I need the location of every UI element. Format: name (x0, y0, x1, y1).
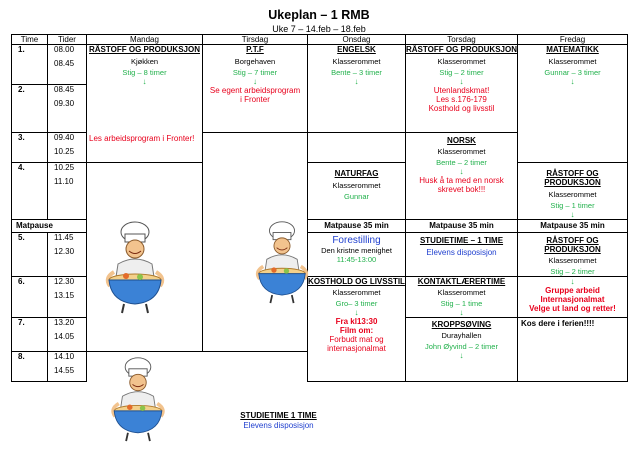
tue-b-subject: STUDIETIME 1 TIME (240, 411, 317, 420)
wed-d-note: Film om: (339, 326, 374, 335)
period-time: 11.45 12.30 (48, 233, 87, 277)
fri-c-note: Gruppe arbeid (545, 286, 600, 295)
thu-a-note: Kosthold og livsstil (428, 104, 495, 113)
thu-e-room: Durayhallen (441, 331, 482, 340)
schedule-table (11, 34, 628, 382)
wed-d-teacher: Gro– 3 timer (335, 299, 378, 308)
period-time: 08.00 08.45 (48, 45, 87, 85)
tue-block-a (203, 45, 308, 133)
fri-block-c-top (518, 233, 628, 277)
period-time: 14.10 14.55 (48, 352, 87, 382)
thu-a-teacher: Stig – 2 timer (439, 68, 484, 77)
wed-block-c (308, 233, 406, 277)
period-time: 12.30 13.15 (48, 277, 87, 318)
fri-block-c-bottom (518, 277, 628, 318)
fri-c-note: Internasjonalmat (540, 295, 605, 304)
wed-d-room: Klasserommet (332, 288, 381, 297)
wed-block-d (308, 277, 406, 382)
fri-a-room: Klasserommet (548, 57, 597, 66)
period-number: 8. (12, 352, 48, 382)
mon-a-teacher: Stig – 8 timer (122, 68, 167, 77)
period-time: 10.25 11.10 (48, 163, 87, 220)
chef-illustration (247, 220, 317, 304)
arrow-down-icon: ↓ (570, 77, 575, 86)
fri-b-subject: RÅSTOFF OG PRODUKSJON (544, 169, 601, 187)
chef-illustration (102, 356, 174, 442)
period-number: 2. (12, 85, 48, 133)
arrow-down-icon: ↓ (142, 77, 147, 86)
arrow-down-icon: ↓ (354, 77, 359, 86)
arrow-down-icon: ↓ (459, 167, 464, 176)
thu-d-room: Klasserommet (437, 288, 486, 297)
fri-c-room: Klasserommet (548, 256, 597, 265)
tue-a-note: Se egent arbeidsprogram (209, 86, 301, 95)
thu-a-subject: RÅSTOFF OG PRODUKSJON (406, 45, 517, 54)
thu-block-a (406, 45, 518, 133)
wed-c-subject: Forestilling (332, 235, 381, 246)
period-time: 09.40 10.25 (48, 133, 87, 163)
arrow-down-icon: ↓ (459, 351, 464, 360)
mon-a-subject: RÅSTOFF OG PRODUKSJON (89, 45, 200, 54)
page-title: Ukeplan – 1 RMB (268, 8, 370, 22)
arrow-down-icon: ↓ (570, 210, 575, 219)
header-torsdag: Torsdag (406, 35, 518, 45)
pause-wed: Matpause 35 min (308, 220, 406, 233)
fri-block-a (518, 45, 628, 163)
wed-a-teacher: Bente – 3 timer (331, 68, 382, 77)
fri-c-subject: RÅSTOFF OG PRODUKSJON (544, 236, 601, 254)
wed-d-note: Forbudt mat og (329, 335, 384, 344)
pause-thu: Matpause 35 min (406, 220, 518, 233)
thu-a-room: Klasserommet (437, 57, 486, 66)
period-number: 3. (12, 133, 48, 163)
wed-d-subject: KOSTHOLD OG LIVSSTIL (308, 277, 405, 286)
arrow-down-icon: ↓ (253, 77, 257, 86)
thu-d-subject: KONTAKTLÆRERTIME (417, 277, 506, 286)
header-onsdag: Onsdag (308, 35, 406, 45)
thu-b-room: Klasserommet (437, 147, 486, 156)
thu-b-subject: NORSK (447, 136, 476, 145)
wed-empty (308, 133, 406, 163)
header-tirsdag: Tirsdag (203, 35, 308, 45)
tue-b-note: Elevens disposisjon (243, 421, 314, 430)
thu-block-e (406, 318, 518, 382)
tue-a-room: Borgehaven (234, 57, 276, 66)
tue-block-b (226, 411, 331, 431)
wed-b-teacher: Gunnar (343, 192, 370, 201)
header-row (12, 35, 628, 45)
fri-a-subject: MATEMATIKK (546, 45, 599, 54)
period-number: 5. (12, 233, 48, 277)
header-tider: Tider (48, 35, 87, 45)
page-subtitle: Uke 7 – 14.feb – 18.feb (272, 24, 366, 34)
wed-a-subject: ENGELSK (337, 45, 376, 54)
pause-label: Matpause (12, 220, 87, 233)
period-number: 4. (12, 163, 48, 220)
thu-block-d (406, 277, 518, 318)
thu-b-note: Husk å ta med en norsk (419, 176, 504, 185)
fri-block-d (518, 318, 628, 382)
period-time: 08.45 09.30 (48, 85, 87, 133)
wed-b-room: Klasserommet (332, 181, 381, 190)
wed-c-time: 11:45-13:00 (336, 255, 377, 264)
wed-c-room: Den kristne menighet (321, 246, 392, 255)
thu-e-teacher: John Øyvind – 2 timer (425, 342, 498, 351)
header-fredag: Fredag (518, 35, 628, 45)
tue-a-subject: P.T.F (246, 45, 264, 54)
header-mandag: Mandag (87, 35, 203, 45)
thu-d-teacher: Stig – 1 time (440, 299, 483, 308)
chef-illustration (96, 220, 174, 314)
fri-d-note: Kos dere i ferien!!!! (521, 319, 595, 328)
thu-block-c (406, 233, 518, 277)
thu-e-subject: KROPPSØVING (431, 320, 492, 329)
table-row (12, 163, 628, 220)
table-row (12, 45, 628, 85)
wed-d-note: internasjonalmat (327, 344, 386, 353)
header-time: Time (12, 35, 48, 45)
fri-a-teacher: Gunnar – 3 timer (544, 68, 601, 77)
thu-b-teacher: Bente – 2 timer (436, 158, 487, 167)
thu-a-note: Les s.176-179 (436, 95, 487, 104)
tue-a-teacher: Stig – 7 timer (232, 68, 278, 77)
arrow-down-icon: ↓ (459, 77, 464, 86)
fri-c-teacher: Stig – 2 timer (550, 267, 595, 276)
thu-b-note: skrevet bok!!! (437, 185, 486, 194)
arrow-down-icon: ↓ (570, 277, 575, 286)
period-time: 13.20 14.05 (48, 318, 87, 352)
fri-block-b (518, 163, 628, 220)
arrow-down-icon: ↓ (459, 308, 464, 317)
thu-c-note: Elevens disposisjon (426, 248, 497, 257)
fri-b-teacher: Stig – 1 timer (550, 201, 595, 210)
wed-block-b (308, 163, 406, 220)
wed-b-subject: NATURFAG (334, 169, 379, 178)
wed-block-a (308, 45, 406, 133)
wed-a-room: Klasserommet (332, 57, 381, 66)
pause-fri: Matpause 35 min (518, 220, 628, 233)
tue-a-note: i Fronter (240, 95, 270, 104)
period-number: 7. (12, 318, 48, 352)
thu-a-note: Utenlandskmat! (433, 86, 490, 95)
arrow-down-icon: ↓ (354, 308, 359, 317)
period-number: 1. (12, 45, 48, 85)
period-number: 6. (12, 277, 48, 318)
fri-c-note: Velge ut land og retter! (529, 304, 616, 313)
wed-d-note: Fra kl13:30 (335, 317, 378, 326)
mon-b-note: Les arbeidsprogram i Fronter! (89, 134, 195, 143)
mon-a-room: Kjøkken (130, 57, 159, 66)
thu-block-b (406, 133, 518, 220)
fri-b-room: Klasserommet (548, 190, 597, 199)
mon-block-a (87, 45, 203, 163)
thu-c-subject: STUDIETIME – 1 TIME (419, 236, 504, 245)
